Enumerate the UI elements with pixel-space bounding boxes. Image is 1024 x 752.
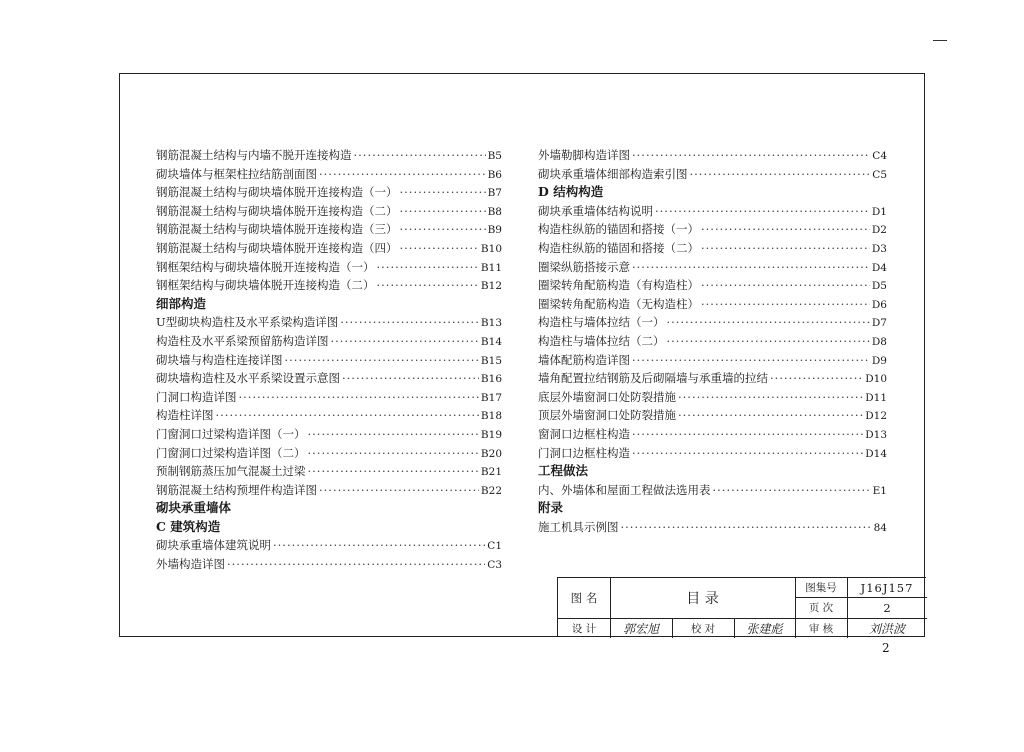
toc-entry-code: B5	[487, 150, 502, 162]
toc-entry	[156, 220, 502, 239]
toc-entry-code: D7	[871, 317, 887, 330]
dot-leader	[400, 202, 486, 221]
toc-entry	[156, 536, 502, 555]
section-heading: 附录	[538, 500, 564, 516]
toc-entry-title: 圈梁转角配筋构造（有构造柱）	[538, 278, 699, 293]
dot-leader	[308, 462, 479, 481]
toc-entry-code: B12	[480, 280, 502, 293]
toc-entry-code: D13	[865, 428, 887, 441]
toc-entry-title: 预制钢筋蒸压加气混凝土过梁	[156, 464, 306, 479]
dot-leader	[377, 276, 479, 295]
toc-entry-code: B19	[480, 428, 502, 441]
dot-leader	[701, 239, 870, 258]
toc-entry-title: 外墙构造详图	[156, 557, 225, 572]
dot-leader	[400, 220, 486, 239]
toc-entry-title: 钢框架结构与砌块墙体脱开连接构造（一）	[156, 259, 375, 274]
toc-entry-title: 构造柱与墙体拉结（一）	[538, 315, 665, 330]
toc-entry-title: 墙体配筋构造详图	[538, 352, 630, 367]
toc-entry-title: 圈梁纵筋搭接示意	[538, 259, 630, 274]
dot-leader	[690, 165, 871, 184]
toc-entry-code: E1	[872, 484, 887, 497]
toc-entry-code: B21	[480, 466, 502, 479]
toc-entry	[538, 146, 887, 165]
toc-entry-title: 窗洞口边框柱构造	[538, 426, 630, 441]
toc-entry-title: 钢筋混凝土结构与砌块墙体脱开连接构造（二）	[156, 203, 398, 218]
dot-leader	[308, 425, 479, 444]
toc-entry	[156, 369, 502, 388]
toc-entry-code: D4	[871, 261, 887, 274]
toc-entry-title: 砌块承重墙体结构说明	[538, 203, 653, 218]
toc-entry-code: C3	[487, 559, 502, 572]
dot-leader	[701, 220, 870, 239]
toc-entry	[156, 406, 502, 425]
toc-entry-title: 门洞口边框柱构造	[538, 445, 630, 460]
toc-entry	[156, 183, 502, 202]
toc-entry-title: 门窗洞口过梁构造详图（一）	[156, 426, 306, 441]
dot-leader	[308, 444, 479, 463]
toc-entry-title: 钢筋混凝土结构与砌块墙体脱开连接构造（一）	[156, 185, 398, 200]
corner-mark	[933, 40, 947, 41]
section-heading: 工程做法	[538, 463, 589, 479]
toc-entry-code: D10	[865, 373, 887, 386]
toc-entry	[538, 518, 887, 537]
toc-entry-title: 构造柱及水平系梁预留筋构造详图	[156, 333, 329, 348]
toc-entry	[538, 369, 887, 388]
dot-leader	[377, 258, 479, 277]
drawing-frame	[119, 73, 925, 637]
toc-entry-title: 砌块墙与构造柱连接详图	[156, 352, 283, 367]
toc-entry-code: B14	[480, 335, 502, 348]
toc-entry-code: B8	[487, 205, 502, 218]
toc-entry	[538, 313, 887, 332]
dot-leader	[667, 332, 870, 351]
toc-entry-code: C1	[487, 540, 502, 553]
dot-leader	[770, 369, 863, 388]
toc-entry-title: 钢筋混凝土结构与内墙不脱开连接构造	[156, 148, 352, 162]
toc-entry-code: B13	[480, 317, 502, 330]
dot-leader	[632, 258, 870, 277]
dot-leader	[701, 295, 870, 314]
toc-entry-title: 砌块承重墙体细部构造索引图	[538, 166, 688, 181]
dot-leader	[239, 388, 479, 407]
dot-leader	[400, 239, 479, 258]
toc-entry-title: 门窗洞口过梁构造详图（二）	[156, 445, 306, 460]
toc-entry-code: B10	[480, 242, 502, 255]
dot-leader	[227, 555, 485, 574]
toc-entry-title: 门洞口构造详图	[156, 389, 237, 404]
toc-entry-title: 砌块承重墙体建筑说明	[156, 538, 271, 553]
dot-leader	[632, 425, 863, 444]
atlas-no: J16J157	[860, 580, 914, 595]
toc-entry	[538, 202, 887, 221]
toc-entry-code: 84	[873, 521, 887, 534]
toc-entry	[538, 165, 887, 184]
toc-entry-title: 底层外墙窗洞口处防裂措施	[538, 389, 676, 404]
toc-entry-code: B20	[480, 447, 502, 460]
dot-leader	[273, 536, 485, 555]
check-signature: 张建彪	[746, 621, 783, 636]
dot-leader	[342, 369, 479, 388]
dot-leader	[632, 444, 863, 463]
toc-entry-code: D1	[871, 205, 887, 218]
toc-entry	[156, 388, 502, 407]
dot-leader	[340, 313, 479, 332]
atlas-no-label: 图集号	[805, 582, 837, 594]
toc-entry	[538, 220, 887, 239]
dot-leader	[621, 518, 872, 537]
toc-entry	[156, 202, 502, 221]
toc-entry	[156, 165, 502, 184]
toc-entry	[156, 555, 502, 574]
toc-entry-title: 砌块墙构造柱及水平系梁设置示意图	[156, 371, 340, 386]
toc-entry-code: D2	[871, 224, 887, 237]
toc-entry	[538, 276, 887, 295]
title-block	[557, 577, 926, 637]
toc-entry	[156, 332, 502, 351]
dot-leader	[632, 146, 870, 165]
toc-entry-title: 圈梁转角配筋构造（无构造柱）	[538, 296, 699, 311]
dot-leader	[319, 481, 479, 500]
toc-entry-title: 钢筋混凝土结构与砌块墙体脱开连接构造（四）	[156, 240, 398, 255]
toc-entry	[538, 425, 887, 444]
toc-entry-code: B9	[487, 224, 502, 237]
section-heading: 砌块承重墙体	[156, 500, 232, 516]
check-label: 校 对	[690, 622, 716, 635]
toc-entry-code: B22	[480, 484, 502, 497]
toc-entry	[156, 239, 502, 258]
toc-entry-code: C5	[872, 168, 887, 181]
toc-entry	[156, 351, 502, 370]
dot-leader	[354, 146, 486, 165]
section-heading: C 建筑构造	[156, 518, 221, 534]
toc-entry	[538, 406, 887, 425]
toc-entry-code: B15	[480, 354, 502, 367]
toc-entry	[538, 388, 887, 407]
dot-leader	[655, 202, 870, 221]
toc-entry-code: B16	[480, 373, 502, 386]
toc-entry-code: D11	[865, 391, 887, 404]
dot-leader	[319, 165, 486, 184]
toc-entry-title: 顶层外墙窗洞口处防裂措施	[538, 408, 676, 423]
toc-entry-code: D3	[871, 242, 887, 255]
toc-entry	[156, 462, 502, 481]
toc-entry-code: D9	[871, 354, 887, 367]
toc-entry-title: 构造柱纵筋的锚固和搭接（一）	[538, 222, 699, 237]
review-signature: 刘洪波	[868, 621, 905, 636]
toc-entry-title: 构造柱与墙体拉结（二）	[538, 333, 665, 348]
design-label: 设 计	[571, 622, 597, 635]
toc-entry-title: 砌块墙体与框架柱拉结筋剖面图	[156, 166, 317, 181]
toc-entry-title: 钢筋混凝土结构与砌块墙体脱开连接构造（三）	[156, 222, 398, 237]
toc-entry-code: C4	[872, 150, 887, 162]
page-value: 2	[883, 600, 891, 615]
dot-leader	[632, 351, 870, 370]
section-heading: D 结构构造	[538, 184, 604, 200]
toc-entry-code: D6	[871, 298, 887, 311]
design-signature: 郭宏旭	[622, 621, 659, 636]
toc-right-column	[538, 146, 887, 536]
toc-entry-title: 构造柱详图	[156, 408, 214, 423]
toc-entry	[538, 481, 887, 500]
toc-entry-code: D12	[865, 410, 887, 423]
dot-leader	[701, 276, 870, 295]
toc-entry	[156, 276, 502, 295]
toc-entry	[538, 351, 887, 370]
toc-entry-title: 外墙勒脚构造详图	[538, 148, 630, 162]
toc-entry	[156, 146, 502, 165]
dot-leader	[285, 351, 479, 370]
toc-entry-title: 墙角配置拉结钢筋及后砌隔墙与承重墙的拉结	[538, 371, 768, 386]
toc-entry-title: 钢框架结构与砌块墙体脱开连接构造（二）	[156, 278, 375, 293]
toc-entry	[538, 239, 887, 258]
toc-entry-title: U型砌块构造柱及水平系梁构造详图	[156, 315, 339, 330]
toc-entry-code: D8	[871, 335, 887, 348]
page-number: 2	[882, 641, 890, 655]
dot-leader	[216, 406, 479, 425]
toc-entry	[538, 332, 887, 351]
toc-entry	[156, 481, 502, 500]
drawing-name-label: 图 名	[570, 591, 598, 605]
page-label: 页 次	[808, 602, 834, 614]
toc-entry	[538, 444, 887, 463]
toc-entry	[156, 425, 502, 444]
toc-entry-code: B18	[480, 410, 502, 423]
dot-leader	[678, 388, 863, 407]
toc-entry-title: 构造柱纵筋的锚固和搭接（二）	[538, 240, 699, 255]
toc-entry-title: 钢筋混凝土结构预埋件构造详图	[156, 482, 317, 497]
toc-entry-code: B17	[480, 391, 502, 404]
dot-leader	[713, 481, 871, 500]
toc-entry	[538, 258, 887, 277]
section-heading: 细部构造	[156, 295, 207, 311]
dot-leader	[667, 313, 870, 332]
dot-leader	[400, 183, 486, 202]
toc-entry-title: 内、外墙体和屋面工程做法选用表	[538, 482, 711, 497]
toc-entry-code: D5	[871, 280, 887, 293]
toc-entry	[156, 258, 502, 277]
toc-entry-title: 施工机具示例图	[538, 519, 619, 534]
dot-leader	[678, 406, 863, 425]
toc-entry	[156, 444, 502, 463]
toc-entry	[156, 313, 502, 332]
toc-left-column	[156, 146, 502, 574]
drawing-name: 目 录	[686, 591, 719, 607]
toc-entry-code: B7	[487, 187, 502, 200]
toc-entry	[538, 295, 887, 314]
toc-entry-code: B11	[480, 261, 502, 274]
dot-leader	[331, 332, 479, 351]
review-label: 审 核	[808, 622, 834, 635]
toc-entry-code: B6	[487, 168, 502, 181]
toc-entry-code: D14	[865, 447, 887, 460]
